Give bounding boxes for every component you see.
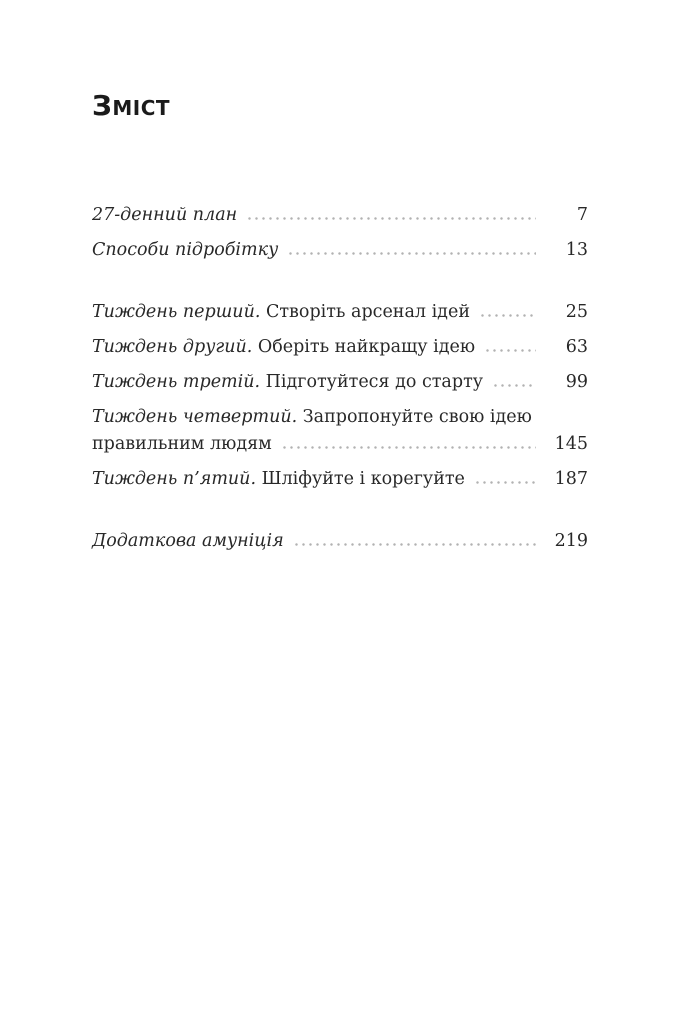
- toc-entry: [92, 237, 588, 264]
- toc-entry-label-continuation: правильним людям: [92, 434, 272, 454]
- toc-section-front: [92, 202, 588, 264]
- toc-page-number: 25: [565, 302, 588, 322]
- toc-entry-label: [92, 202, 237, 229]
- toc-entry-line-2: [92, 431, 588, 458]
- toc-page-number: 187: [554, 469, 588, 489]
- toc-entry-label-italic: Тиждень п’ятий.: [92, 469, 257, 489]
- table-of-contents: [92, 202, 588, 555]
- toc-entry-label: [92, 466, 465, 493]
- toc-entry: [92, 334, 588, 361]
- toc-entry-label-rest: Створіть арсенал ідей: [260, 302, 470, 322]
- toc-entry: [92, 528, 588, 555]
- toc-entry-line-1: [92, 404, 588, 431]
- toc-entry-label-rest: Підготуйтеся до старту: [260, 372, 484, 392]
- dot-leader: [474, 481, 536, 484]
- toc-entry-label-rest: Шліфуйте і корегуйте: [256, 469, 465, 489]
- toc-entry: [92, 299, 588, 326]
- dot-leader: [246, 217, 536, 220]
- toc-entry-label-italic: Тиждень третій.: [92, 372, 261, 392]
- dot-leader: [287, 252, 536, 255]
- toc-entry-label: [92, 237, 278, 264]
- toc-entry-label-italic: Способи підробітку: [92, 240, 279, 260]
- toc-entry: [92, 466, 588, 493]
- toc-entry-label-italic: Тиждень четвертий.: [92, 407, 298, 427]
- dot-leader: [484, 349, 536, 352]
- toc-page-number: 219: [554, 531, 588, 551]
- toc-entry-label: [92, 334, 475, 361]
- toc-entry-label-italic: Додаткова амуніція: [92, 531, 284, 551]
- toc-entry-label: [92, 369, 483, 396]
- toc-page-number: 13: [565, 240, 588, 260]
- toc-page-number: 7: [576, 205, 588, 225]
- toc-entry: [92, 404, 588, 458]
- dot-leader: [492, 384, 536, 387]
- toc-page-number: 99: [565, 372, 588, 392]
- toc-entry-label-italic: 27-денний план: [92, 205, 238, 225]
- toc-entry: [92, 369, 588, 396]
- toc-entry-label: [92, 404, 532, 431]
- toc-entry-label-italic: Тиждень перший.: [92, 302, 261, 322]
- toc-entry-label: [92, 528, 284, 555]
- toc-entry-label-italic: Тиждень другий.: [92, 337, 253, 357]
- toc-entry: [92, 202, 588, 229]
- toc-entry-label-rest: Запропонуйте свою ідею: [297, 407, 532, 427]
- dot-leader: [281, 446, 536, 449]
- toc-page-number: 63: [565, 337, 588, 357]
- dot-leader: [479, 314, 536, 317]
- toc-section-weeks: [92, 299, 588, 493]
- toc-page-number: 145: [554, 434, 588, 454]
- toc-entry-label-rest: Оберіть найкращу ідею: [252, 337, 476, 357]
- toc-entry-label: [92, 299, 470, 326]
- dot-leader: [293, 543, 536, 546]
- page-title: Зміст: [92, 89, 171, 122]
- toc-section-back: [92, 528, 588, 555]
